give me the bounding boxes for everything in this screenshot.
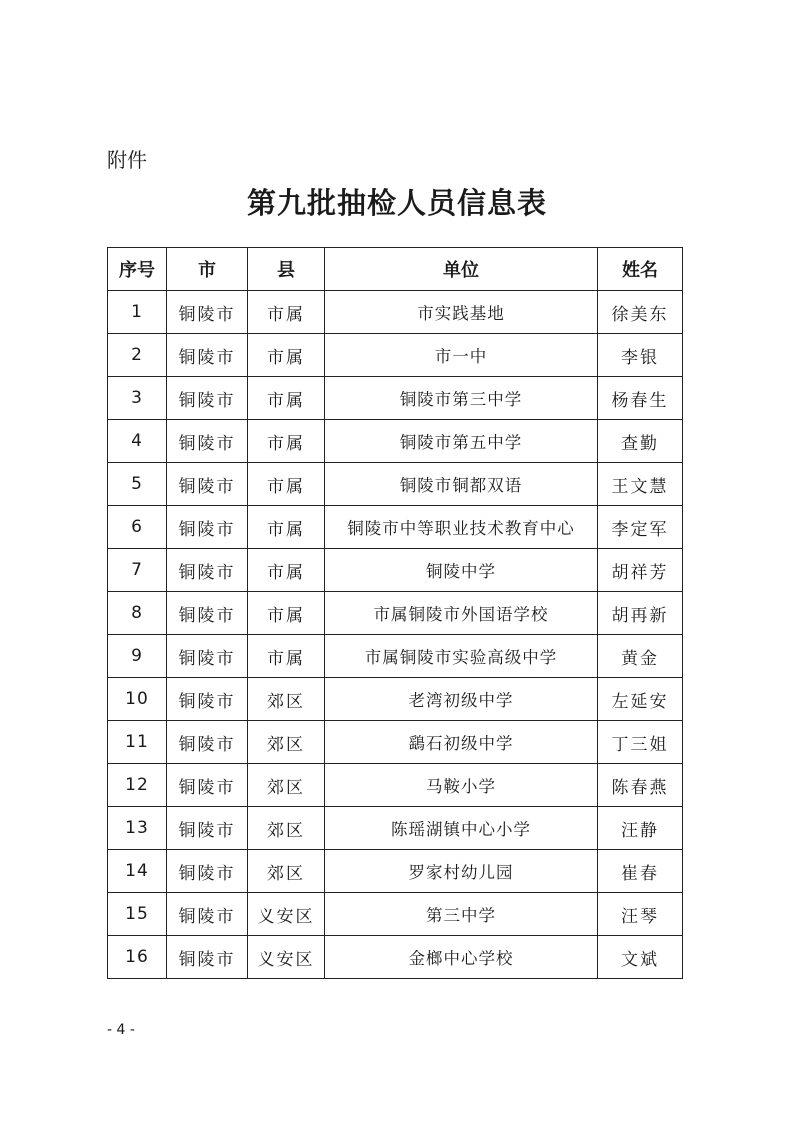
cell-unit: 市一中 [325,334,598,377]
cell-county: 市属 [248,549,325,592]
cell-city: 铜陵市 [167,549,248,592]
cell-serial: 4 [108,420,167,463]
cell-unit: 铜陵市第五中学 [325,420,598,463]
cell-unit: 铜陵市中等职业技术教育中心 [325,506,598,549]
cell-city: 铜陵市 [167,721,248,764]
cell-unit: 鷂石初级中学 [325,721,598,764]
cell-city: 铜陵市 [167,592,248,635]
cell-city: 铜陵市 [167,377,248,420]
cell-unit: 市属铜陵市实验高级中学 [325,635,598,678]
cell-city: 铜陵市 [167,850,248,893]
table-body [108,291,683,979]
document-title: 第九批抽检人员信息表 [246,186,547,220]
table-row [108,936,683,979]
cell-county: 市属 [248,334,325,377]
table-row [108,549,683,592]
cell-unit: 罗家村幼儿园 [325,850,598,893]
cell-county: 郊区 [248,850,325,893]
cell-serial: 11 [108,721,167,764]
cell-serial: 5 [108,463,167,506]
cell-city: 铜陵市 [167,420,248,463]
cell-unit: 金榔中心学校 [325,936,598,979]
cell-name: 陈春燕 [598,764,683,807]
table-row [108,291,683,334]
cell-serial: 13 [108,807,167,850]
cell-serial: 7 [108,549,167,592]
cell-name: 杨春生 [598,377,683,420]
column-header-serial: 序号 [108,248,167,291]
cell-city: 铜陵市 [167,463,248,506]
table-row [108,764,683,807]
cell-serial: 6 [108,506,167,549]
column-header-unit: 单位 [325,248,598,291]
cell-serial: 1 [108,291,167,334]
cell-county: 市属 [248,506,325,549]
cell-county: 义安区 [248,893,325,936]
cell-unit: 铜陵市铜都双语 [325,463,598,506]
cell-serial: 15 [108,893,167,936]
cell-name: 汪静 [598,807,683,850]
cell-serial: 3 [108,377,167,420]
cell-name: 崔春 [598,850,683,893]
cell-serial: 2 [108,334,167,377]
cell-name: 王文慧 [598,463,683,506]
cell-name: 汪琴 [598,893,683,936]
table-row [108,721,683,764]
cell-serial: 10 [108,678,167,721]
cell-county: 郊区 [248,764,325,807]
column-header-name: 姓名 [598,248,683,291]
table-row [108,807,683,850]
cell-name: 丁三姐 [598,721,683,764]
cell-county: 市属 [248,592,325,635]
cell-serial: 8 [108,592,167,635]
table-header-row [108,248,683,291]
table-row [108,678,683,721]
cell-name: 查勤 [598,420,683,463]
cell-serial: 14 [108,850,167,893]
cell-city: 铜陵市 [167,334,248,377]
table-row [108,377,683,420]
cell-unit: 铜陵中学 [325,549,598,592]
cell-name: 左延安 [598,678,683,721]
cell-city: 铜陵市 [167,291,248,334]
cell-city: 铜陵市 [167,807,248,850]
cell-name: 李定军 [598,506,683,549]
cell-name: 徐美东 [598,291,683,334]
table-row [108,506,683,549]
cell-county: 郊区 [248,807,325,850]
cell-county: 市属 [248,463,325,506]
cell-city: 铜陵市 [167,893,248,936]
attachment-label: 附件 [107,148,147,172]
inspection-personnel-table [107,247,683,979]
column-header-county: 县 [248,248,325,291]
cell-city: 铜陵市 [167,635,248,678]
table-row [108,635,683,678]
cell-city: 铜陵市 [167,678,248,721]
table-row [108,893,683,936]
cell-unit: 老湾初级中学 [325,678,598,721]
cell-unit: 市实践基地 [325,291,598,334]
table-row [108,420,683,463]
table-row [108,334,683,377]
cell-name: 胡再新 [598,592,683,635]
cell-name: 黄金 [598,635,683,678]
cell-unit: 第三中学 [325,893,598,936]
cell-unit: 马鞍小学 [325,764,598,807]
cell-serial: 12 [108,764,167,807]
cell-unit: 陈瑶湖镇中心小学 [325,807,598,850]
cell-city: 铜陵市 [167,506,248,549]
cell-serial: 9 [108,635,167,678]
cell-county: 郊区 [248,721,325,764]
table-row [108,463,683,506]
cell-city: 铜陵市 [167,764,248,807]
page-number: - 4 - [107,1022,135,1038]
cell-city: 铜陵市 [167,936,248,979]
table-row [108,850,683,893]
cell-county: 市属 [248,420,325,463]
cell-county: 市属 [248,635,325,678]
cell-unit: 铜陵市第三中学 [325,377,598,420]
cell-county: 市属 [248,377,325,420]
cell-unit: 市属铜陵市外国语学校 [325,592,598,635]
cell-county: 郊区 [248,678,325,721]
cell-county: 义安区 [248,936,325,979]
cell-serial: 16 [108,936,167,979]
cell-name: 胡祥芳 [598,549,683,592]
table-row [108,592,683,635]
column-header-city: 市 [167,248,248,291]
cell-county: 市属 [248,291,325,334]
cell-name: 李银 [598,334,683,377]
cell-name: 文斌 [598,936,683,979]
